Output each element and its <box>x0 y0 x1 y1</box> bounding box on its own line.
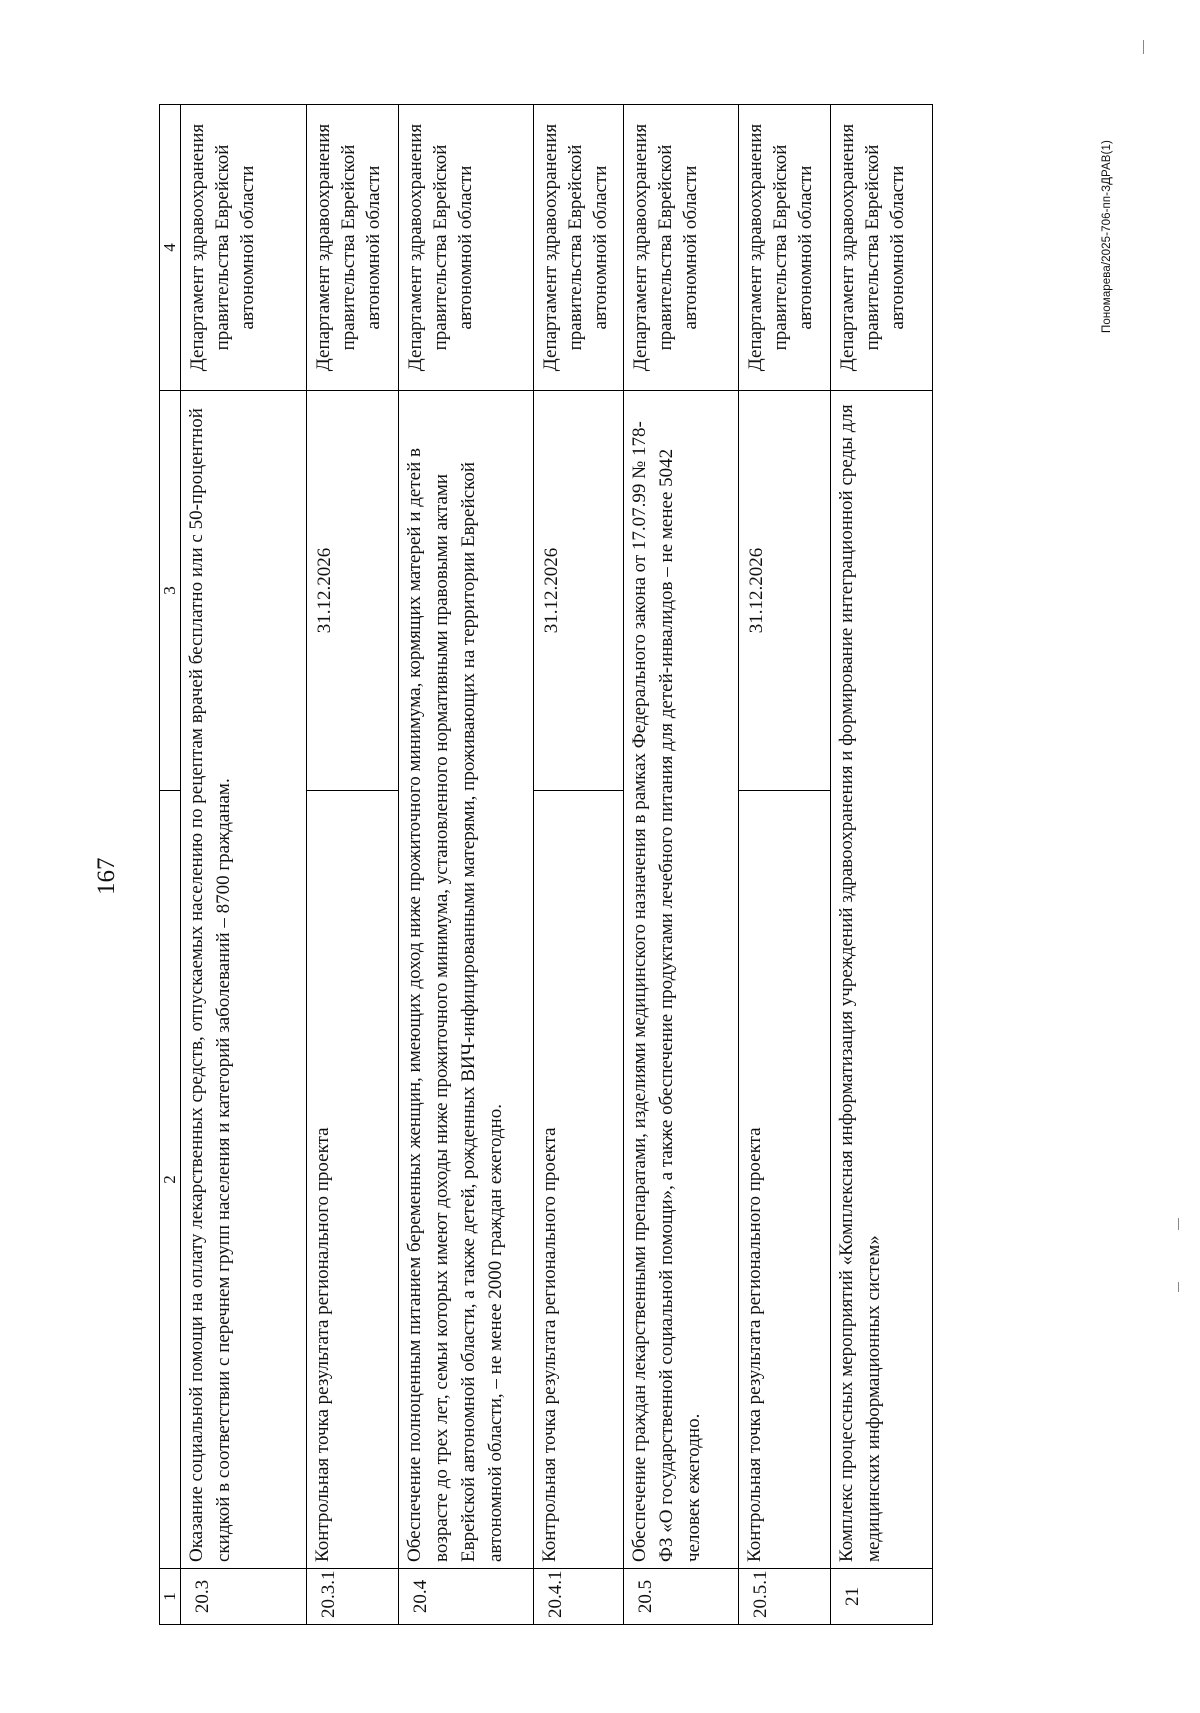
row-number: 20.4 <box>399 1569 534 1625</box>
row-dept: Департамент здравоохранения правительства Еврейской автономной области <box>624 105 739 391</box>
table-header-row <box>160 105 181 1625</box>
scan-mark <box>1178 1282 1179 1292</box>
row-dept: Департамент здравоохранения правительства Еврейской автономной области <box>739 105 831 391</box>
row-number: 20.4.1 <box>534 1569 624 1625</box>
table-row <box>739 105 831 1625</box>
row-text: Контрольная точка результата регионального проекта <box>534 791 624 1569</box>
row-number: 20.3 <box>181 1569 307 1625</box>
row-dept: Департамент здравоохранения правительства Еврейской автономной области <box>399 105 534 391</box>
page-number: 167 <box>93 857 120 895</box>
row-date: 31.12.2026 <box>739 391 831 791</box>
row-text: Комплекс процессных мероприятий «Комплексная информатизация учреждений здравоохранения и формирование интеграционной среды для медицинских информационных систем» <box>831 391 933 1569</box>
row-number: 21 <box>831 1569 933 1625</box>
row-text: Обеспечение граждан лекарственными препаратами, изделиями медицинского назначения в рамках Федерального закона от 17.07.99 № 178-ФЗ «О государственной социальной помощи», а также обеспечение продуктами лечебного питания для детей-инвалидов – не менее 5042 человек ежегодно. <box>624 391 739 1569</box>
table-row <box>624 105 739 1625</box>
header-col-4: 4 <box>160 105 181 391</box>
row-dept: Департамент здравоохранения правительства Еврейской автономной области <box>831 105 933 391</box>
row-text: Контрольная точка результата регионального проекта <box>739 791 831 1569</box>
table-row <box>399 105 534 1625</box>
header-col-3: 3 <box>160 391 181 791</box>
table-row <box>307 105 399 1625</box>
scan-mark <box>1143 40 1144 54</box>
row-dept: Департамент здравоохранения правительства Еврейской автономной области <box>307 105 399 391</box>
row-dept: Департамент здравоохранения правительства Еврейской автономной области <box>181 105 307 391</box>
header-col-2: 2 <box>160 791 181 1569</box>
row-number: 20.5 <box>624 1569 739 1625</box>
row-number: 20.3.1 <box>307 1569 399 1625</box>
footer-code: Пономарева/2025-706-пп-ЗДРАВ(1) <box>1101 140 1113 333</box>
scan-mark <box>1178 1218 1179 1230</box>
row-text: Обеспечение полноценным питанием беременных женщин, имеющих доход ниже прожиточного минимума, кормящих матерей и детей в возрасте до трех лет, семьи которых имеют доходы ниже прожиточного минимума, установленного нормативными правовыми актами Еврейской автономной области, а также детей, рожденных ВИЧ-инфицированными матерями, проживающих на территории Еврейской автономной области, – не менее 2000 граждан ежегодно. <box>399 391 534 1569</box>
row-number: 20.5.1 <box>739 1569 831 1625</box>
header-col-1: 1 <box>160 1569 181 1625</box>
row-dept: Департамент здравоохранения правительства Еврейской автономной области <box>534 105 624 391</box>
table-row <box>831 105 933 1625</box>
row-text: Оказание социальной помощи на оплату лекарственных средств, отпускаемых населению по рецептам врачей бесплатно или с 50-процентной скидкой в соответствии с перечнем групп населения и категорий заболеваний – 8700 гражданам. <box>181 391 307 1569</box>
row-date: 31.12.2026 <box>534 391 624 791</box>
row-text: Контрольная точка результата регионального проекта <box>307 791 399 1569</box>
plan-table <box>159 104 933 1625</box>
table-row <box>534 105 624 1625</box>
row-date: 31.12.2026 <box>307 391 399 791</box>
table-row <box>181 105 307 1625</box>
